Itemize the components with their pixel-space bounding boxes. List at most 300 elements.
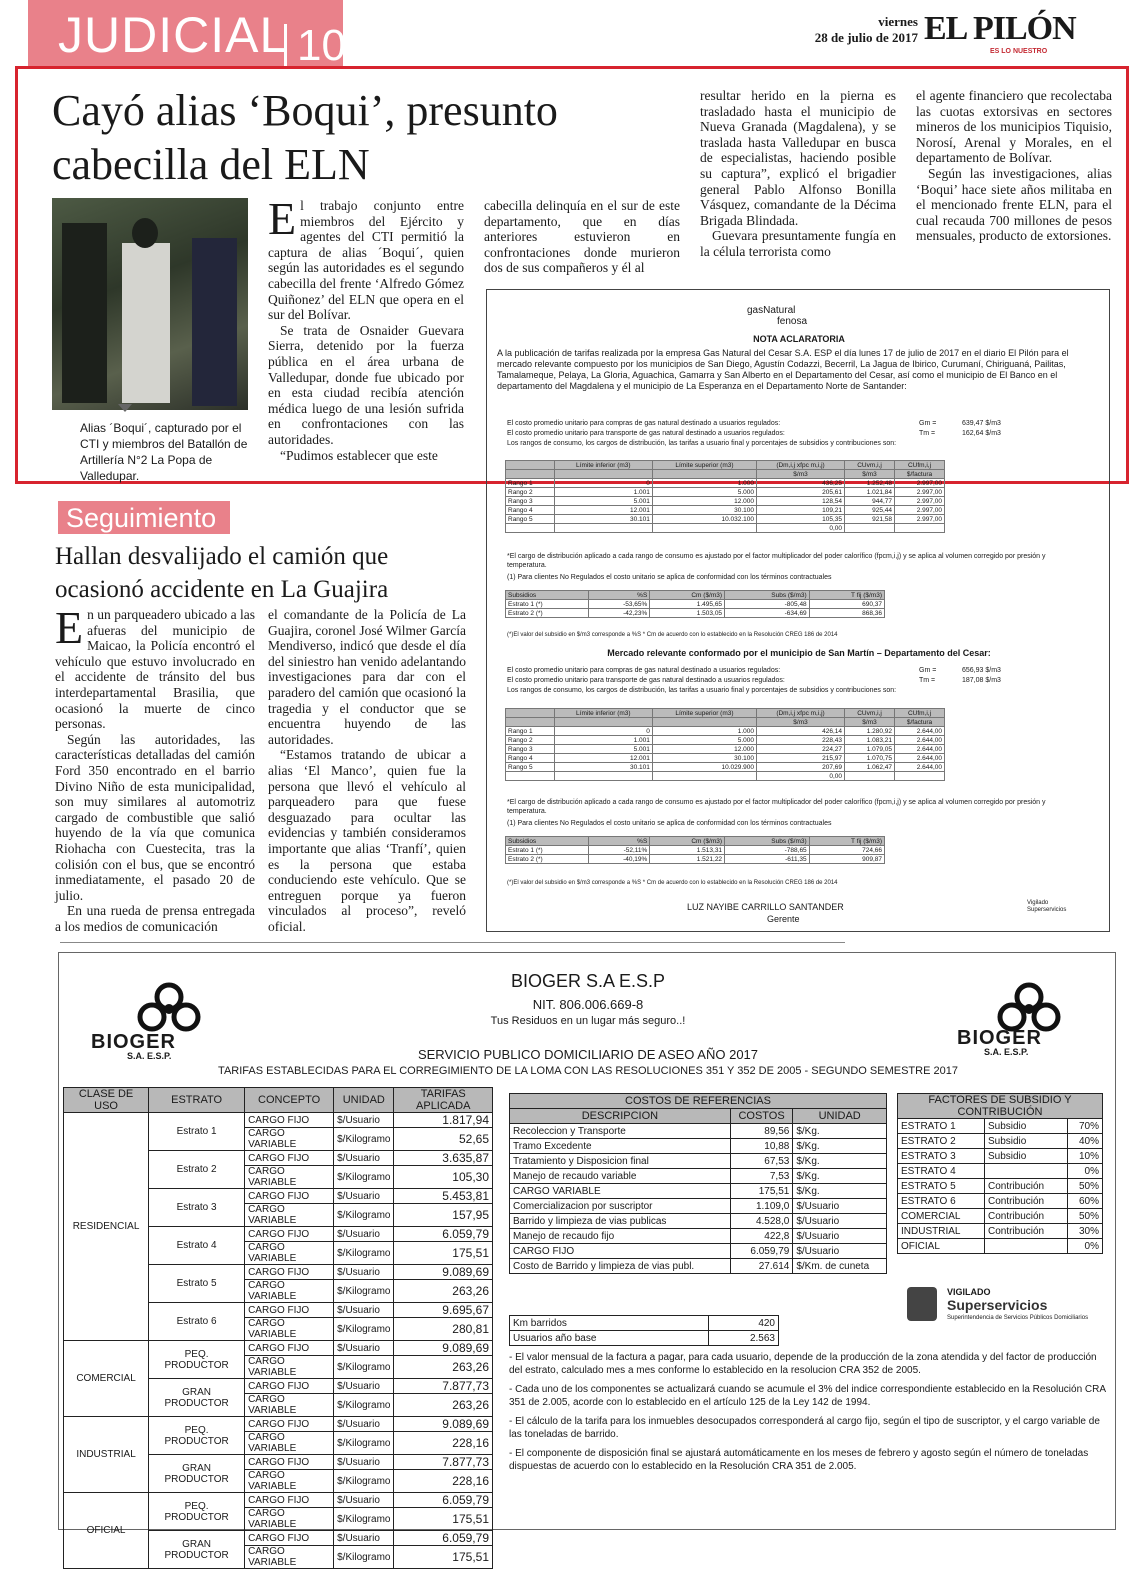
table-cell: 175,51 xyxy=(394,1508,493,1531)
table-cell: Rango 3 xyxy=(506,497,555,506)
table-cell: 228,16 xyxy=(394,1470,493,1493)
table-cell: $/Usuario xyxy=(334,1379,394,1394)
table-cell: CARGO VARIABLE xyxy=(245,1242,334,1265)
table-row xyxy=(510,1316,779,1331)
gas-subsidy-table-1 xyxy=(505,590,885,618)
table-row xyxy=(64,1113,493,1128)
table-cell: 868,36 xyxy=(809,609,884,618)
dropcap: E xyxy=(268,193,297,244)
table-cell: 1.280,92 xyxy=(845,727,895,736)
table-cell: 909,87 xyxy=(809,855,884,864)
logo-tagline: ES LO NUESTRO xyxy=(990,48,1048,55)
table-cell: $/Kilogramo xyxy=(334,1280,394,1303)
paragraph: Según las investigaciones, alias ‘Boqui’ hace siete años militaba en el mencionado frente ELN, para el cual recauda 700 millones de pesos mensuales, producto de extorsiones. xyxy=(916,165,1112,244)
table-cell: 1.070,75 xyxy=(845,754,895,763)
estrato-cell: Estrato 5 xyxy=(149,1265,245,1303)
article1-col4 xyxy=(916,88,1112,244)
table-cell: 10,88 xyxy=(730,1139,793,1154)
table-body xyxy=(64,1088,493,1569)
table-cell: 9.089,69 xyxy=(394,1265,493,1280)
table-header: CUfm,i,j xyxy=(895,709,945,718)
table-header: %S xyxy=(589,837,650,846)
table-cell: $/Kilogramo xyxy=(334,1546,394,1569)
paragraph: “Pudimos establecer que este xyxy=(280,447,438,463)
gm-value: 656,93 $/m3 xyxy=(962,667,1001,674)
table-cell: CARGO VARIABLE xyxy=(245,1318,334,1341)
table-cell: 422,8 xyxy=(730,1229,793,1244)
table-cell: Subsidio xyxy=(984,1134,1067,1149)
seguimiento-tab xyxy=(58,501,230,534)
table-row xyxy=(506,515,945,524)
table-cell: 426,14 xyxy=(757,727,845,736)
table-cell: Rango 5 xyxy=(506,515,555,524)
table-cell: CARGO FIJO xyxy=(245,1341,334,1356)
tariffs-title: TARIFAS ESTABLECIDAS PARA EL CORREGIMIENTO DE LA LOMA CON LAS RESOLUCIONES 351 Y 352 DE 2005 - SEGUNDO SEMESTRE 2017 xyxy=(218,1065,958,1077)
table-cell xyxy=(554,524,652,533)
table-row xyxy=(64,1417,493,1432)
table-cell: CARGO FIJO xyxy=(510,1244,731,1259)
table-cell: Rango 3 xyxy=(506,745,555,754)
table-cell: 1.079,05 xyxy=(845,745,895,754)
table-cell: 10% xyxy=(1067,1149,1102,1164)
table-cell: CARGO VARIABLE xyxy=(245,1546,334,1569)
paragraph: En una rueda de prensa entregada a los medios de comunicación xyxy=(55,903,255,934)
table-cell: CARGO FIJO xyxy=(245,1113,334,1128)
table-cell: 60% xyxy=(1067,1194,1102,1209)
table-header: Cm ($/m3) xyxy=(650,591,725,600)
table-cell: 30.101 xyxy=(554,515,652,524)
table-cell: 175,51 xyxy=(730,1184,793,1199)
table-row xyxy=(898,1149,1103,1164)
gas-intro: A la publicación de tarifas realizada por la empresa Gas Natural del Cesar S.A. ESP el día lunes 17 de julio de 2017 en el diario El Pilón para el mercado relevante compuesto por los municipios de San Diego, Agustín Codazzi, Becerril, La Jagua de Ibirico, Curumaní, Chiriguaná, Pailitas, Tamalameque, Pelaya, La Gloria, Aguachica, Gamarra y San Alberto en el Departamento del Cesar, así como el municipio de El Banco en el departamento del Magdalena y el municipio de La Esperanza en el Departamento Norte de Santander: xyxy=(497,348,1069,391)
table-cell: $/Kilogramo xyxy=(334,1432,394,1455)
article1-col2 xyxy=(484,198,680,276)
table-cell xyxy=(845,524,895,533)
table-cell: CARGO VARIABLE xyxy=(245,1356,334,1379)
section-label: JUDICIAL xyxy=(58,7,289,63)
table-cell: 157,95 xyxy=(394,1204,493,1227)
table-row xyxy=(510,1139,887,1154)
table-cell: $/Usuario xyxy=(793,1244,887,1259)
estrato-cell: PEQ. PRODUCTOR xyxy=(149,1493,245,1531)
bioger-slogan: Tus Residuos en un lugar más seguro..! xyxy=(490,1015,686,1027)
table-cell: CARGO VARIABLE xyxy=(245,1394,334,1417)
table-row xyxy=(506,855,885,864)
table-cell: COMERCIAL xyxy=(898,1209,985,1224)
table-cell: 2.644,00 xyxy=(895,754,945,763)
table-cell: CARGO FIJO xyxy=(245,1531,334,1546)
table-cell: 263,26 xyxy=(394,1280,493,1303)
estrato-cell: Estrato 6 xyxy=(149,1303,245,1341)
signer-name: LUZ NAYIBE CARRILLO SANTANDER xyxy=(687,902,844,912)
table-cell: 224,27 xyxy=(757,745,845,754)
table-cell xyxy=(506,772,555,781)
gas-tariff-table-1 xyxy=(505,460,945,533)
table-row xyxy=(510,1244,887,1259)
table-cell: 2.644,00 xyxy=(895,745,945,754)
table-cell: 1.000 xyxy=(652,479,756,488)
table-cell: $/Usuario xyxy=(793,1229,887,1244)
table-row xyxy=(898,1179,1103,1194)
table-row xyxy=(506,727,945,736)
gas-note-2: (*)El valor del subsidio en $/m3 corresponde a %S * Cm de acuerdo con lo establecido en la Resolución CREG 186 de 2014 xyxy=(507,880,838,886)
table-cell: CARGO VARIABLE xyxy=(245,1470,334,1493)
table-row xyxy=(898,1224,1103,1239)
table-cell: Costo de Barrido y limpieza de vias publ. xyxy=(510,1259,731,1274)
table-cell: 263,26 xyxy=(394,1394,493,1417)
table-cell: 2.997,00 xyxy=(895,488,945,497)
table-cell: -52,11% xyxy=(589,846,650,855)
table-unit: $/m3 xyxy=(845,470,895,479)
table-cell: $/Usuario xyxy=(793,1199,887,1214)
table-header: ESTRATO xyxy=(149,1088,245,1113)
table-cell: CARGO FIJO xyxy=(245,1417,334,1432)
table-cell: 1.817,94 xyxy=(394,1113,493,1128)
table-row xyxy=(506,524,945,533)
table-cell: $/Usuario xyxy=(334,1113,394,1128)
table-cell: Contribución xyxy=(984,1194,1067,1209)
table-cell: $/Usuario xyxy=(334,1417,394,1432)
table-cell: 3.635,87 xyxy=(394,1151,493,1166)
table-cell: CARGO FIJO xyxy=(245,1455,334,1470)
paragraph: el agente financiero que recolectaba las cuotas extorsivas en sectores mineros de los municipios Tiquisio, Norosí, Arenal y Morales, en el departamento de Bolívar. xyxy=(916,88,1112,166)
table-cell: 0% xyxy=(1067,1239,1102,1254)
table-cell: Rango 1 xyxy=(506,727,555,736)
paragraph: Se trata de Osnaider Guevara Sierra, detenido por la fuerza pública en el área urbana de Valledupar, donde fue ubicado por en esta ciudad recibía atención médica luego de una lesión sufrida en confrontaciones con las autoridades. xyxy=(268,322,464,447)
table-cell: 50% xyxy=(1067,1209,1102,1224)
table-cell: 109,21 xyxy=(757,506,845,515)
table-cell: 207,69 xyxy=(757,763,845,772)
subsidy-factors-table xyxy=(897,1093,1103,1254)
article1-photo xyxy=(52,198,248,410)
table-row xyxy=(510,1331,779,1346)
table-cell: INDUSTRIAL xyxy=(898,1224,985,1239)
table-cell: 2.997,00 xyxy=(895,515,945,524)
table-row xyxy=(898,1134,1103,1149)
gas-note-1: *El cargo de distribución aplicado a cada rango de consumo es ajustado por el factor multiplicador del poder calorífico (fpcm,i,j) y se aplica al volumen corregido por presión y temperatura. xyxy=(507,799,1046,815)
gm-value: 639,47 $/m3 xyxy=(962,420,1001,427)
table-cell: 12.000 xyxy=(652,497,756,506)
table-header: (Dm,i,j xfpc m,i,j) xyxy=(757,709,845,718)
table-row xyxy=(510,1169,887,1184)
table-cell: $/Kilogramo xyxy=(334,1242,394,1265)
table-cell: $/Usuario xyxy=(334,1151,394,1166)
table-cell: $/Kg. xyxy=(793,1154,887,1169)
table-title: FACTORES DE SUBSIDIO Y CONTRIBUCIÓN xyxy=(898,1094,1103,1119)
table-cell: CARGO FIJO xyxy=(245,1493,334,1508)
table-cell: 2.997,00 xyxy=(895,479,945,488)
table-cell: 280,81 xyxy=(394,1318,493,1341)
use-class-cell: RESIDENCIAL xyxy=(64,1113,149,1341)
table-cell: CARGO FIJO xyxy=(245,1227,334,1242)
table-header: COSTOS xyxy=(730,1109,793,1124)
gas-tariff-table-2 xyxy=(505,708,945,781)
table-cell: 1.001 xyxy=(554,736,652,745)
table-cell xyxy=(652,524,756,533)
table-cell: $/Kg. xyxy=(793,1124,887,1139)
estrato-cell: Estrato 1 xyxy=(149,1113,245,1151)
article1-col1 xyxy=(268,193,464,463)
table-cell: Manejo de recaudo fijo xyxy=(510,1229,731,1244)
tariffs-table xyxy=(63,1087,493,1569)
table-cell: 9.695,67 xyxy=(394,1303,493,1318)
table-header: Subsidios xyxy=(506,591,589,600)
table-row xyxy=(506,497,945,506)
use-class-cell: COMERCIAL xyxy=(64,1341,149,1417)
table-cell: 1.252,48 xyxy=(845,479,895,488)
ranges-label: Los rangos de consumo, los cargos de distribución, las tarifas a usuario final y porcentajes de subsidios y contribuciones son: xyxy=(507,687,897,694)
table-body xyxy=(506,727,945,781)
table-header: CLASE DE USO xyxy=(64,1088,149,1113)
article1-headline: Cayó alias ‘Boqui’, presunto cabecilla del ELN xyxy=(52,86,558,189)
table-cell: 263,26 xyxy=(394,1356,493,1379)
table-cell: Barrido y limpieza de vias publicas xyxy=(510,1214,731,1229)
table-cell: 690,37 xyxy=(809,600,884,609)
table-row xyxy=(506,488,945,497)
table-row xyxy=(506,506,945,515)
table-cell: $/Usuario xyxy=(334,1189,394,1204)
table-cell: Subsidio xyxy=(984,1149,1067,1164)
table-cell: -40,19% xyxy=(589,855,650,864)
gm-eq: Gm = xyxy=(919,667,937,674)
table-cell: ESTRATO 3 xyxy=(898,1149,985,1164)
table-header: TARIFAS APLICADA xyxy=(394,1088,493,1113)
table-cell: 2.563 xyxy=(708,1331,778,1346)
table-cell: $/Usuario xyxy=(334,1227,394,1242)
table-cell: Rango 1 xyxy=(506,479,555,488)
paragraph: el comandante de la Policía de La Guajira, coronel José Wilmer García Mendiverso, indicó que desde el día del siniestro han venido adelantando investigaciones para dar con el paradero del camión que ocasionó la tragedia y el conductor que se encuentra huyendo de las autoridades. xyxy=(268,607,466,747)
table-cell: $/Kilogramo xyxy=(334,1508,394,1531)
table-cell xyxy=(895,524,945,533)
note: - El valor mensual de la factura a pagar, para cada usuario, depende de la producción de la zona atendida y del factor de producción del estrato, calculado mes a mes conforme lo establecido en la resolucion CRA 352 de 2005. xyxy=(509,1352,1097,1376)
table-row xyxy=(898,1194,1103,1209)
table-cell: ESTRATO 4 xyxy=(898,1164,985,1179)
paragraph: cabecilla delinquía en el sur de este departamento, que en días anteriores estuvieron en confrontaciones donde murieron dos de sus compañeros y él al xyxy=(484,198,680,276)
gas-note-2: (*)El valor del subsidio en $/m3 corresponde a %S * Cm de acuerdo con lo establecido en la Resolución CREG 186 de 2014 xyxy=(507,632,838,638)
table-row xyxy=(64,1493,493,1508)
table-cell: Rango 5 xyxy=(506,763,555,772)
table-header: Límite inferior (m3) xyxy=(554,461,652,470)
bioger-notes xyxy=(509,1351,1109,1473)
table-row xyxy=(510,1154,887,1169)
table-row xyxy=(898,1119,1103,1134)
use-class-cell: INDUSTRIAL xyxy=(64,1417,149,1493)
brand-text: gasNatural xyxy=(747,305,796,316)
table-cell: 0,00 xyxy=(757,772,845,781)
table-header: DESCRIPCION xyxy=(510,1109,731,1124)
superservicios-icon xyxy=(907,1287,937,1321)
table-cell: 921,58 xyxy=(845,515,895,524)
table-cell: 205,61 xyxy=(757,488,845,497)
paragraph: “Estamos tratando de ubicar a alias ‘El Manco’, quien fue la persona que llevó el vehículo al parqueadero para que fuese desguazado para ocultar las evidencias y también consideramos importante que alias ‘Tranfí’, quien es la persona que estaba conduciendo este vehículo. Que se entreguen porque ya fueron vinculados al proceso”, reveló oficial. xyxy=(268,747,466,934)
table-row xyxy=(506,745,945,754)
table-cell: 50% xyxy=(1067,1179,1102,1194)
table-cell: 1.001 xyxy=(554,488,652,497)
table-cell: 5.000 xyxy=(652,488,756,497)
table-cell: CARGO VARIABLE xyxy=(245,1508,334,1531)
table-cell: 105,35 xyxy=(757,515,845,524)
table-cell: CARGO VARIABLE xyxy=(510,1184,731,1199)
table-cell: 0% xyxy=(1067,1164,1102,1179)
table-unit: $/m3 xyxy=(845,718,895,727)
estrato-cell: GRAN PRODUCTOR xyxy=(149,1379,245,1417)
table-row xyxy=(510,1199,887,1214)
table-cell: Contribución xyxy=(984,1179,1067,1194)
article2-headline: Hallan desvalijado el camión que ocasionó accidente en La Guajira xyxy=(55,543,389,603)
table-cell: ESTRATO 6 xyxy=(898,1194,985,1209)
table-cell: CARGO FIJO xyxy=(245,1265,334,1280)
table-header: CUvm,i,j xyxy=(845,709,895,718)
table-row xyxy=(510,1229,887,1244)
signer-role: Gerente xyxy=(767,914,800,924)
gas-note-nr: (1) Para clientes No Regulados el costo unitario se aplica de conformidad con los términos contractuales xyxy=(507,574,832,581)
table-cell: 1.521,22 xyxy=(650,855,725,864)
dateline xyxy=(790,14,918,46)
table-cell: 0 xyxy=(554,727,652,736)
paragraph: n un parqueadero ubicado a las afueras del municipio de Maicao, la Policía encontró el vehículo que estuvo involucrado en el accidente de tránsito del bus interdepartamental Brasilia, que ocasionó la muerte de cinco personas. xyxy=(55,607,255,732)
table-cell: CARGO VARIABLE xyxy=(245,1166,334,1189)
page-number: 10 xyxy=(284,24,346,68)
table-cell: 175,51 xyxy=(394,1546,493,1569)
table-cell: Contribución xyxy=(984,1209,1067,1224)
table-cell: Tratamiento y Disposicion final xyxy=(510,1154,731,1169)
table-cell: 30.101 xyxy=(554,763,652,772)
table-row xyxy=(506,846,885,855)
table-header: Subs ($/m3) xyxy=(725,837,810,846)
article2-col1 xyxy=(55,602,255,934)
gas-note-nr: (1) Para clientes No Regulados el costo unitario se aplica de conformidad con los términos contractuales xyxy=(507,820,832,827)
table-cell: Rango 2 xyxy=(506,488,555,497)
table-cell: 6.059,79 xyxy=(394,1531,493,1546)
table-header: UNIDAD xyxy=(334,1088,394,1113)
table-header: %S xyxy=(589,591,650,600)
table-cell: $/Usuario xyxy=(334,1341,394,1356)
table-cell: $/Kilogramo xyxy=(334,1204,394,1227)
table-header: CONCEPTO xyxy=(245,1088,334,1113)
estrato-cell: GRAN PRODUCTOR xyxy=(149,1531,245,1569)
base-data-table xyxy=(509,1315,779,1346)
table-cell: Recoleccion y Transporte xyxy=(510,1124,731,1139)
table-body xyxy=(506,600,885,618)
table-row xyxy=(506,600,885,609)
table-cell: Rango 2 xyxy=(506,736,555,745)
table-cell: 52,65 xyxy=(394,1128,493,1151)
section-tab xyxy=(28,0,346,70)
gas-title: NOTA ACLARATORIA xyxy=(753,334,845,344)
table-cell: 7.877,73 xyxy=(394,1455,493,1470)
table-cell: $/Kg. xyxy=(793,1169,887,1184)
table-cell: $/Usuario xyxy=(334,1265,394,1280)
tm-eq: Tm = xyxy=(919,430,936,437)
table-cell: Km barridos xyxy=(510,1316,709,1331)
gm-label: El costo promedio unitario para compras de gas natural destinado a usuarios regulados: xyxy=(507,420,781,427)
table-cell: $/Kilogramo xyxy=(334,1318,394,1341)
newspaper-logo: EL PILÓN xyxy=(924,10,1076,47)
table-cell xyxy=(506,524,555,533)
table-cell: 70% xyxy=(1067,1119,1102,1134)
table-cell: 925,44 xyxy=(845,506,895,515)
table-header: Límite superior (m3) xyxy=(652,461,756,470)
table-cell: 1.062,47 xyxy=(845,763,895,772)
table-cell: 1.513,31 xyxy=(650,846,725,855)
table-cell: Rango 4 xyxy=(506,754,555,763)
bioger-logo-sub: S.A. E.S.P. xyxy=(984,1047,1029,1057)
table-cell: CARGO FIJO xyxy=(245,1379,334,1394)
service-title: SERVICIO PUBLICO DOMICILIARIO DE ASEO AÑO 2017 xyxy=(417,1047,759,1062)
table-cell: ESTRATO 1 xyxy=(898,1119,985,1134)
table-cell: 5.001 xyxy=(554,745,652,754)
chevron-down-icon xyxy=(118,404,132,414)
table-body xyxy=(506,846,885,864)
tm-value: 187,08 $/m3 xyxy=(962,677,1001,684)
table-cell: 7.877,73 xyxy=(394,1379,493,1394)
table-cell: 10.029.900 xyxy=(652,763,756,772)
table-header: T fij ($/m3) xyxy=(809,837,884,846)
table-cell: 1.109,0 xyxy=(730,1199,793,1214)
separator xyxy=(60,942,845,943)
tm-label: El costo promedio unitario para transporte de gas natural destinado a usuarios regulados: xyxy=(507,677,785,684)
market2-title: Mercado relevante conformado por el municipio de San Martín – Departamento del Cesar: xyxy=(607,648,991,658)
table-cell: 436,25 xyxy=(757,479,845,488)
table-cell: -42,23% xyxy=(589,609,650,618)
table-cell xyxy=(895,772,945,781)
table-cell: 5.453,81 xyxy=(394,1189,493,1204)
estrato-cell: Estrato 4 xyxy=(149,1227,245,1265)
table-cell: 215,97 xyxy=(757,754,845,763)
vigilado-badge xyxy=(1027,900,1066,914)
table-cell: -788,65 xyxy=(725,846,810,855)
table-cell: 228,43 xyxy=(757,736,845,745)
note: - Cada uno de los componentes se actualizará cuando se acumule el 3% del indice correspondiente establecido en la Resolución CRA 351 de 2.005, acorde con lo establecido en el artículo 125 de la Ley 142 de 1994. xyxy=(509,1384,1106,1408)
table-cell: 128,54 xyxy=(757,497,845,506)
table-cell: Estrato 1 (*) xyxy=(506,600,589,609)
table-cell: $/Kg. xyxy=(793,1139,887,1154)
table-body xyxy=(510,1124,887,1274)
table-cell: CARGO VARIABLE xyxy=(245,1280,334,1303)
table-cell: Contribución xyxy=(984,1224,1067,1239)
table-row xyxy=(506,609,885,618)
table-cell: 1.503,05 xyxy=(650,609,725,618)
bioger-logo-sub: S.A. E.S.P. xyxy=(127,1051,172,1061)
table-cell: 6.059,79 xyxy=(730,1244,793,1259)
table-header: CUfm,i,j xyxy=(895,461,945,470)
bioger-nit: NIT. 806.006.669-8 xyxy=(532,997,644,1012)
table-cell: 1.000 xyxy=(652,727,756,736)
reference-costs-table xyxy=(509,1093,887,1274)
table-cell: -53,65% xyxy=(589,600,650,609)
table-cell: 724,66 xyxy=(809,846,884,855)
table-title: COSTOS DE REFERENCIAS xyxy=(510,1094,887,1109)
gm-eq: Gm = xyxy=(919,420,937,427)
bioger-ad xyxy=(58,952,1116,1568)
table-cell: $/Kilogramo xyxy=(334,1356,394,1379)
table-cell: Manejo de recaudo variable xyxy=(510,1169,731,1184)
table-cell xyxy=(554,772,652,781)
gas-natural-ad xyxy=(486,289,1110,932)
table-cell: 2.997,00 xyxy=(895,506,945,515)
table-cell: $/Usuario xyxy=(334,1455,394,1470)
table-row xyxy=(506,736,945,745)
table-cell: $/Usuario xyxy=(334,1531,394,1546)
table-unit: $/m3 xyxy=(757,470,845,479)
table-cell: 89,56 xyxy=(730,1124,793,1139)
table-cell: 12.001 xyxy=(554,754,652,763)
table-cell: 2.997,00 xyxy=(895,497,945,506)
table-row xyxy=(898,1164,1103,1179)
table-cell: 30.100 xyxy=(652,506,756,515)
estrato-cell: Estrato 3 xyxy=(149,1189,245,1227)
gas-subsidy-table-2 xyxy=(505,836,885,864)
